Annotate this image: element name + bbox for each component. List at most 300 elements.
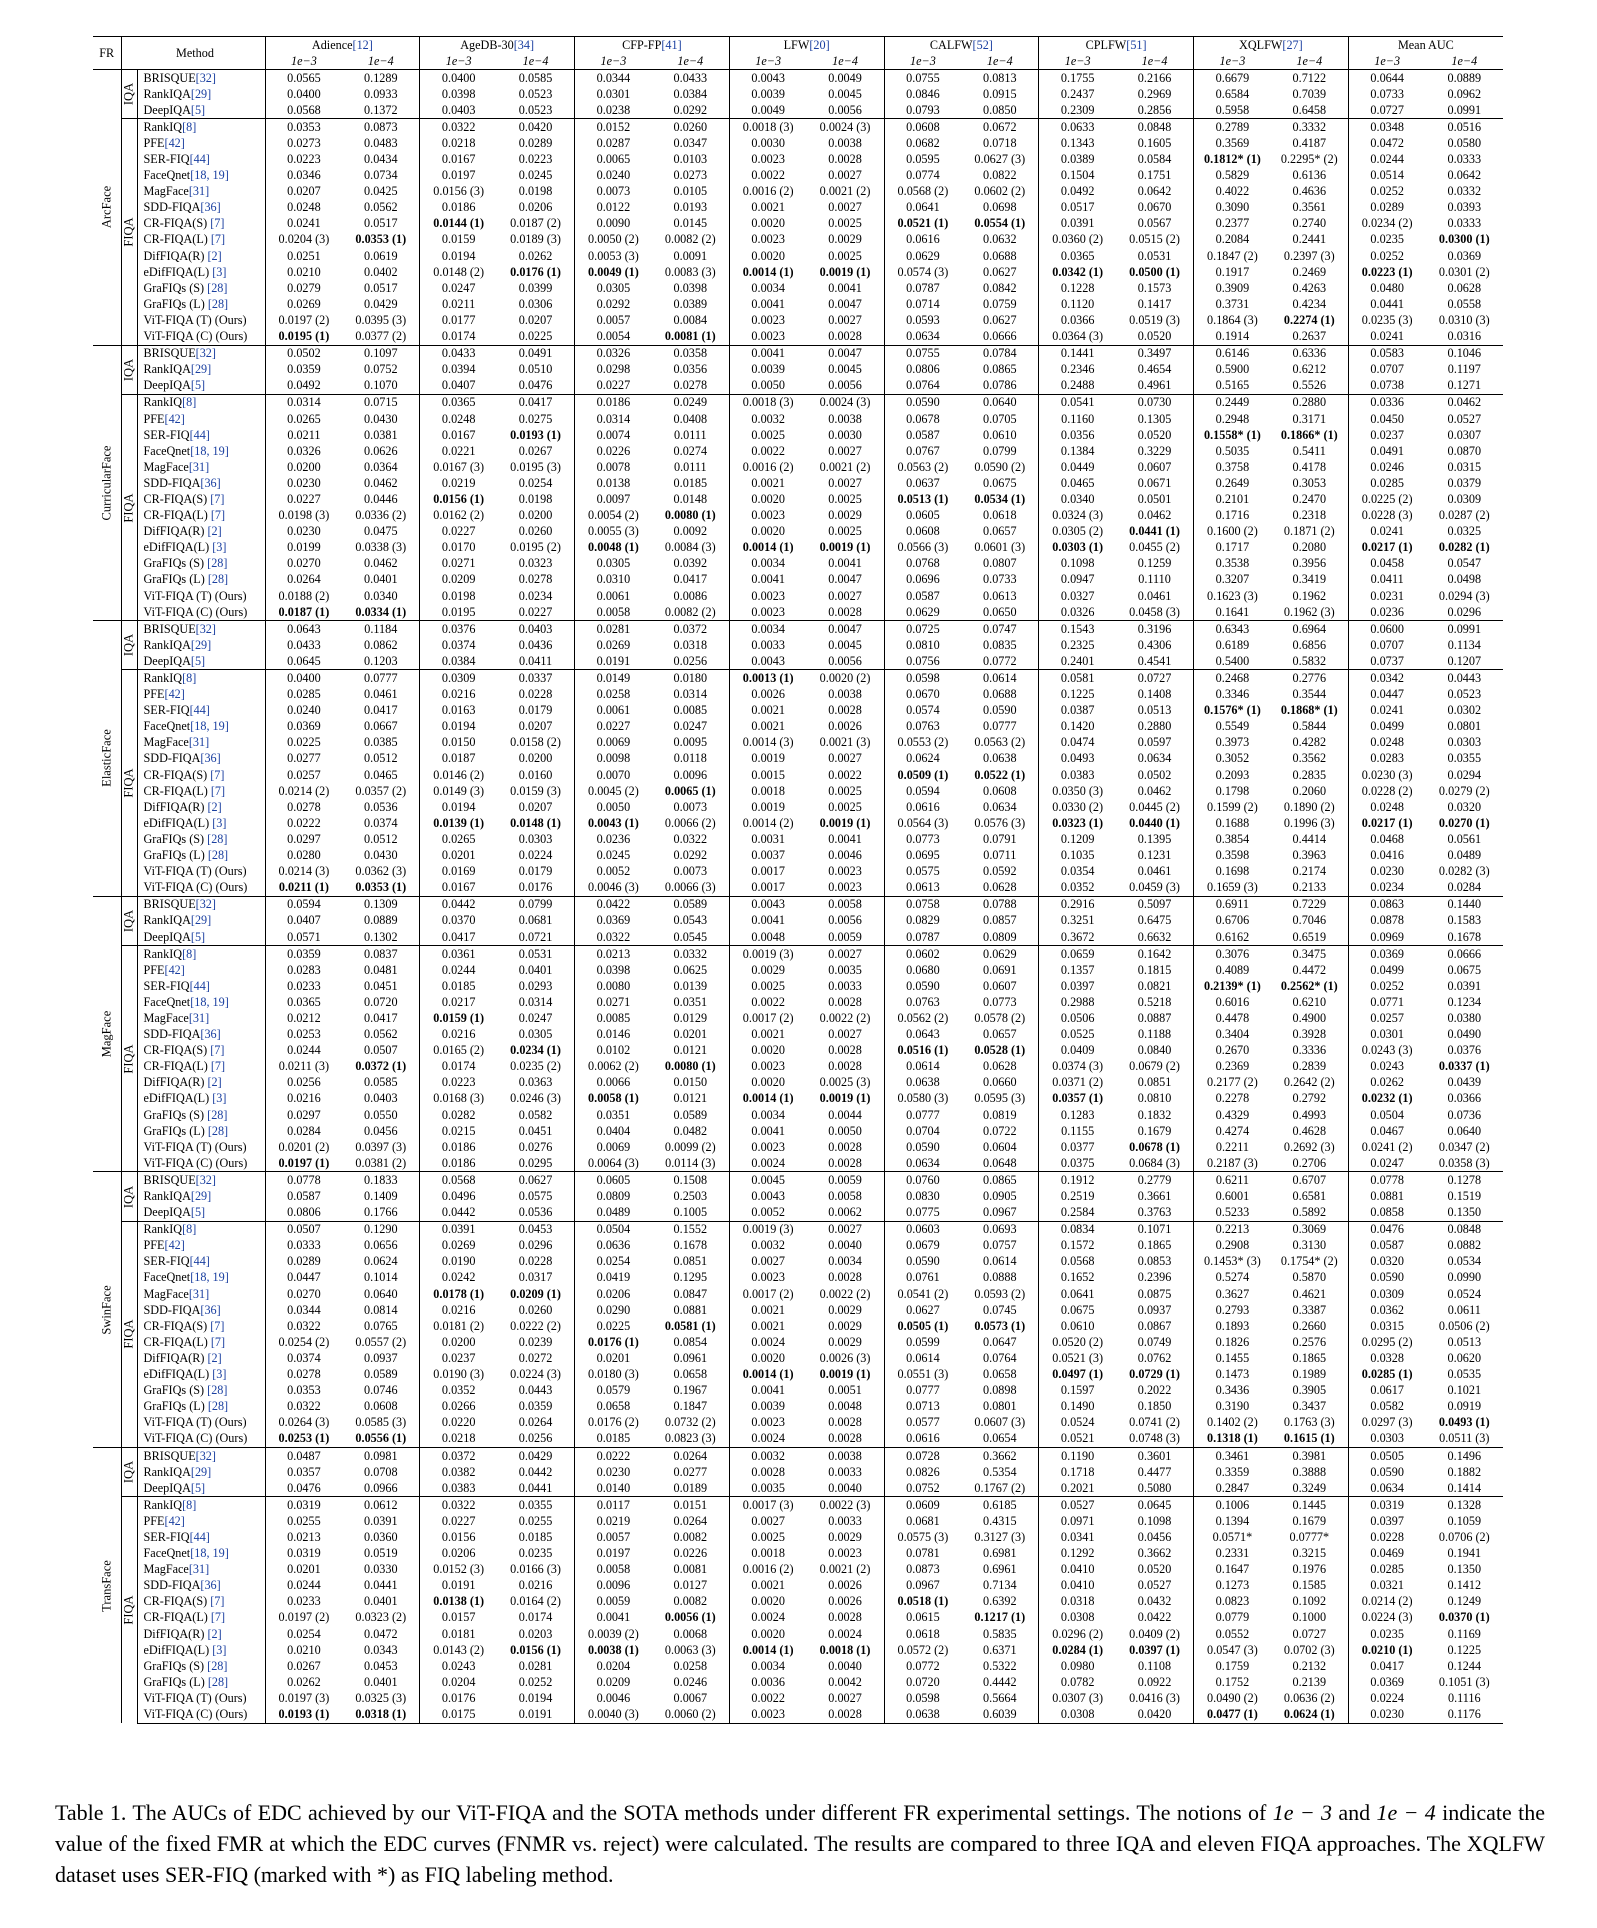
auc-value: 0.0489: [1447, 848, 1482, 863]
method-label: DifFIQA(R): [143, 799, 208, 814]
auc-value: 0.1440: [1426, 896, 1503, 913]
header-dataset: [1348, 37, 1503, 54]
auc-value: 0.0177: [441, 312, 476, 327]
method-label: BRISQUE: [143, 897, 196, 912]
auc-value: 0.1244: [1447, 1658, 1482, 1673]
auc-value: 0.0223: [441, 1075, 476, 1090]
auc-value: 0.0039 (2): [588, 1626, 639, 1641]
auc-value: 0.0046 (3): [575, 880, 652, 897]
auc-value: 0.0829: [906, 913, 940, 928]
table-row: [93, 1431, 1503, 1448]
auc-value: 0.0572 (2): [897, 1642, 949, 1657]
auc-value: 0.0027: [807, 1221, 884, 1238]
auc-value: 0.0041: [807, 280, 884, 296]
auc-value: 0.0151: [652, 1497, 729, 1514]
auc-value: 0.0498: [1447, 572, 1482, 587]
auc-value: 0.2988: [1060, 994, 1095, 1009]
auc-value: 0.0176 (2): [588, 1415, 639, 1430]
auc-value: 0.0260: [497, 1302, 574, 1318]
auc-value: 0.7134: [961, 1578, 1038, 1594]
method-ref: [31]: [188, 184, 210, 199]
auc-value: 0.0322: [652, 831, 729, 847]
auc-value: 0.4274: [1215, 1123, 1250, 1138]
auc-value: 0.0534 (1): [961, 491, 1038, 507]
table-row: [93, 1123, 1503, 1139]
auc-value: 0.0643: [906, 1027, 940, 1042]
auc-value: 0.0207: [497, 799, 574, 815]
auc-value: 0.0247: [441, 280, 476, 295]
auc-value: 0.0052: [751, 1205, 785, 1220]
auc-value: 0.0038: [807, 1447, 884, 1464]
auc-value: 0.3661: [1116, 1188, 1193, 1204]
auc-value: 0.0247: [652, 719, 729, 735]
table-row: [93, 1238, 1503, 1254]
auc-value: 0.0541: [1039, 394, 1116, 411]
table-row: [93, 1221, 1503, 1238]
method-label: MagFace: [143, 459, 189, 474]
method-name: [137, 1221, 265, 1238]
auc-value: 0.1176: [1426, 1706, 1503, 1723]
auc-value: 0.0442: [441, 1205, 476, 1220]
auc-value: 0.2948: [1215, 411, 1250, 426]
method-name: [137, 70, 265, 87]
auc-value: 0.0594: [265, 896, 342, 913]
table-row: [93, 1139, 1503, 1155]
auc-value: 0.0527: [1447, 411, 1482, 426]
method-label: DeepIQA: [143, 378, 191, 393]
auc-value: 0.0241: [1370, 703, 1404, 718]
auc-value: 0.0592: [961, 864, 1038, 880]
auc-value: 0.0640: [1447, 1123, 1482, 1138]
auc-value: 0.6964: [1271, 621, 1348, 638]
auc-value: 0.6706: [1215, 913, 1250, 928]
auc-value: 0.3190: [1215, 1399, 1250, 1414]
auc-value: 0.5835: [961, 1626, 1038, 1642]
auc-value: 0.0041: [751, 913, 785, 928]
auc-value: 0.0159: [441, 232, 476, 247]
auc-value: 0.0640: [342, 1286, 419, 1302]
auc-value: 0.0254: [497, 475, 574, 491]
auc-value: 0.0045: [807, 86, 884, 102]
auc-value: 0.0028: [807, 604, 884, 621]
table-row: [93, 200, 1503, 216]
table-row: [93, 1480, 1503, 1497]
table-row: [93, 799, 1503, 815]
auc-value: 0.2637: [1271, 329, 1348, 346]
table-row: [93, 411, 1503, 427]
auc-value: 0.2139: [1271, 1674, 1348, 1690]
table-row: [93, 1334, 1503, 1350]
auc-value: 0.0322: [420, 119, 497, 136]
auc-value: 0.2642 (2): [1271, 1075, 1348, 1091]
auc-value: 0.1868* (1): [1271, 703, 1348, 719]
group-label: [121, 119, 137, 345]
auc-value: 0.0252: [1370, 978, 1404, 993]
auc-value: 0.0447: [287, 1270, 321, 1285]
auc-value: 0.0045 (2): [588, 783, 639, 798]
method-label: ViT-FIQA (T) (Ours): [143, 1415, 247, 1430]
auc-value: 0.0799: [497, 896, 574, 913]
auc-value: 0.0026: [807, 719, 884, 735]
auc-value: 0.0082: [652, 1594, 729, 1610]
auc-value: 0.2793: [1215, 1302, 1250, 1317]
auc-value: 0.0611: [1447, 1302, 1481, 1317]
auc-value: 0.0755: [884, 70, 961, 87]
group-label: [121, 1221, 137, 1447]
auc-value: 0.0200: [497, 508, 574, 524]
auc-value: 0.0732 (2): [652, 1415, 729, 1431]
auc-value: 0.3196: [1116, 621, 1193, 638]
auc-value: 0.0553 (2): [897, 735, 949, 750]
auc-value: 0.0436: [497, 637, 574, 653]
auc-value: 0.0020: [751, 1075, 785, 1090]
auc-value: 0.0355: [1447, 751, 1482, 766]
auc-value: 0.1508: [652, 1172, 729, 1189]
auc-value: 0.5844: [1271, 719, 1348, 735]
auc-value: 0.0777: [961, 719, 1038, 735]
auc-value: 0.0400: [420, 70, 497, 87]
auc-value: 0.0458: [1370, 556, 1404, 571]
auc-value: 0.0618: [961, 508, 1038, 524]
auc-value: 0.0022: [751, 1690, 785, 1705]
auc-value: 0.2847: [1215, 1480, 1250, 1495]
auc-value: 0.0043: [729, 70, 806, 87]
auc-value: 0.0254 (2): [278, 1334, 330, 1349]
auc-value: 0.0657: [961, 1027, 1038, 1043]
auc-value: 0.4329: [1215, 1107, 1250, 1122]
auc-value: 0.0966: [342, 1480, 419, 1497]
auc-value: 0.2174: [1271, 864, 1348, 880]
auc-value: 0.0881: [652, 1302, 729, 1318]
auc-value: 0.0778: [265, 1172, 342, 1189]
table-row: [93, 1658, 1503, 1674]
auc-value: 0.0237: [441, 1350, 476, 1365]
auc-value: 0.0243 (3): [1361, 1043, 1413, 1058]
method-ref: [44]: [189, 1529, 210, 1544]
auc-value: 0.0160: [497, 767, 574, 783]
method-label: SDD-FIQA: [143, 1578, 201, 1593]
auc-value: 0.0022: [751, 443, 785, 458]
method-ref: [7]: [210, 508, 226, 523]
method-name: [137, 443, 265, 459]
auc-value: 0.0640: [961, 394, 1038, 411]
auc-value: 0.1160: [1061, 411, 1095, 426]
auc-value: 0.0905: [961, 1188, 1038, 1204]
auc-value: 0.0847: [652, 1286, 729, 1302]
auc-value: 0.0020 (2): [807, 670, 884, 687]
auc-value: 0.0681: [497, 913, 574, 929]
auc-value: 0.0387: [1060, 703, 1095, 718]
method-ref: [28]: [207, 1399, 229, 1414]
auc-value: 0.0025: [807, 524, 884, 540]
auc-value: 0.0240: [596, 168, 631, 183]
auc-value: 0.0028: [807, 1431, 884, 1448]
group-name: IQA: [121, 909, 136, 933]
method-ref: [36]: [200, 751, 221, 766]
method-name: [137, 1529, 265, 1545]
table-row: [93, 1091, 1503, 1107]
auc-value: 0.0772: [961, 653, 1038, 670]
auc-value: 0.0041: [807, 556, 884, 572]
auc-value: 0.0564 (3): [897, 815, 949, 830]
auc-value: 0.0357 (2): [342, 783, 419, 799]
auc-value: 0.0552: [1215, 1626, 1250, 1641]
auc-value: 0.2060: [1271, 783, 1348, 799]
auc-value: 0.0057: [596, 1529, 631, 1544]
auc-value: 0.0145: [652, 216, 729, 232]
auc-value: 0.0206: [497, 200, 574, 216]
auc-value: 0.0799: [961, 443, 1038, 459]
auc-value: 0.0757: [961, 1238, 1038, 1254]
auc-value: 0.0626: [342, 443, 419, 459]
auc-value: 0.0091: [652, 248, 729, 264]
auc-value: 0.0228 (3): [1361, 508, 1413, 523]
auc-value: 0.1688: [1215, 815, 1250, 830]
auc-value: 0.0360: [342, 1529, 419, 1545]
auc-value: 0.1350: [1447, 1562, 1482, 1577]
method-name: [137, 264, 265, 280]
table-row: [93, 1318, 1503, 1334]
auc-value: 0.0020: [751, 491, 785, 506]
method-label: GraFIQs (S): [143, 556, 208, 571]
method-label: CR-FIQA(S): [143, 1043, 211, 1058]
auc-value: 0.0819: [961, 1107, 1038, 1123]
auc-value: 0.0253 (1): [265, 1431, 342, 1448]
header-fmr: 1e−4: [807, 53, 884, 70]
auc-value: 0.6211: [1194, 1172, 1271, 1189]
auc-value: 0.0624 (1): [1271, 1706, 1348, 1723]
auc-value: 0.0458 (3): [1116, 604, 1193, 621]
auc-value: 0.1394: [1215, 1513, 1250, 1528]
auc-value: 0.1190: [1039, 1447, 1116, 1464]
auc-value: 0.0039: [751, 362, 785, 377]
auc-value: 0.0148 (2): [433, 264, 485, 279]
auc-value: 0.1197: [1447, 362, 1481, 377]
auc-value: 0.0764: [961, 1350, 1038, 1366]
auc-value: 0.0323 (1): [1052, 815, 1104, 830]
auc-value: 0.0614: [961, 670, 1038, 687]
auc-value: 0.0019 (3): [729, 1221, 806, 1238]
table-row: [93, 572, 1503, 588]
auc-value: 0.0227: [596, 378, 631, 393]
auc-value: 0.0059: [807, 1172, 884, 1189]
auc-value: 0.0374: [441, 637, 476, 652]
auc-value: 0.0991: [1426, 621, 1503, 638]
auc-value: 0.0297 (3): [1361, 1415, 1413, 1430]
auc-value: 0.0691: [961, 962, 1038, 978]
auc-value: 0.0422: [1116, 1610, 1193, 1626]
auc-value: 0.0023: [751, 588, 785, 603]
auc-value: 0.1871 (2): [1271, 524, 1348, 540]
auc-value: 0.0278: [652, 378, 729, 395]
table-row: [93, 1075, 1503, 1091]
auc-value: 0.0850: [961, 102, 1038, 119]
auc-value: 0.0187 (1): [265, 604, 342, 621]
auc-value: 0.0613: [884, 880, 961, 897]
method-name: [137, 184, 265, 200]
auc-value: 0.0581: [1039, 670, 1116, 687]
auc-value: 0.0764: [906, 378, 940, 393]
auc-value: 0.0048 (1): [588, 540, 639, 555]
auc-value: 0.0207: [497, 312, 574, 328]
auc-value: 0.0111: [652, 459, 729, 475]
auc-value: 0.1328: [1426, 1497, 1503, 1514]
auc-value: 0.0919: [1447, 1399, 1482, 1414]
auc-value: 0.3981: [1271, 1447, 1348, 1464]
auc-value: 0.0159 (3): [497, 783, 574, 799]
auc-value: 0.0377: [1060, 1139, 1095, 1154]
auc-value: 0.0251: [287, 248, 321, 263]
auc-value: 0.0022 (2): [807, 1286, 884, 1302]
auc-value: 0.0047: [807, 572, 884, 588]
auc-value: 0.0305: [596, 556, 631, 571]
table-row: [93, 264, 1503, 280]
auc-value: 0.0056: [807, 653, 884, 670]
auc-value: 0.2880: [1116, 719, 1193, 735]
auc-value: 0.2660: [1271, 1318, 1348, 1334]
auc-value: 0.0206: [596, 1286, 631, 1301]
table-body: [93, 70, 1503, 1724]
auc-value: 0.0017: [751, 864, 785, 879]
method-name: [137, 962, 265, 978]
auc-value: 0.0535: [1447, 1367, 1482, 1382]
table-row: [93, 102, 1503, 119]
auc-value: 0.1812* (1): [1204, 152, 1261, 167]
auc-value: 0.0158 (2): [497, 735, 574, 751]
auc-value: 0.0292: [596, 296, 631, 311]
auc-value: 0.0152: [575, 119, 652, 136]
auc-value: 0.0029: [751, 962, 785, 977]
auc-value: 0.3251: [1060, 913, 1095, 928]
method-name: [137, 1010, 265, 1026]
auc-value: 0.0590: [1370, 1270, 1404, 1285]
method-name: [137, 1690, 265, 1706]
method-name: [137, 280, 265, 296]
auc-value: 0.0019 (1): [807, 264, 884, 280]
table-row: [93, 1415, 1503, 1431]
auc-value: 0.0272: [497, 1350, 574, 1366]
auc-value: 0.0228: [497, 1254, 574, 1270]
method-label: PFE: [143, 687, 165, 702]
auc-value: 0.0777*: [1271, 1529, 1348, 1545]
auc-value: 0.0185: [575, 1431, 652, 1448]
method-name: [137, 1480, 265, 1497]
group-name: IQA: [121, 83, 136, 106]
auc-value: 0.0727: [1116, 670, 1193, 687]
method-ref: [18, 19]: [190, 1270, 229, 1285]
auc-value: 0.0612: [342, 1497, 419, 1514]
header-fmr: 1e−4: [1271, 53, 1348, 70]
method-label: FaceQnet: [143, 1546, 191, 1561]
auc-value: 0.0278: [287, 799, 321, 814]
auc-value: 0.0416 (3): [1116, 1690, 1193, 1706]
auc-value: 0.0095: [652, 735, 729, 751]
auc-value: 0.0197 (2): [278, 1610, 330, 1625]
auc-value: 0.0117: [575, 1497, 652, 1514]
auc-value: 0.0462: [342, 556, 419, 572]
method-ref: [8]: [182, 671, 197, 686]
auc-value: 0.0442: [497, 1464, 574, 1480]
method-ref: [8]: [182, 1497, 197, 1512]
auc-value: 0.0241: [1348, 329, 1425, 346]
header-fmr: 1e−4: [961, 53, 1038, 70]
auc-value: 0.0023: [751, 1270, 785, 1285]
method-label: SER-FIQ: [143, 1254, 190, 1269]
auc-value: 0.0625: [652, 962, 729, 978]
auc-value: 0.0590: [906, 1254, 940, 1269]
auc-value: 0.1473: [1215, 1367, 1250, 1382]
auc-value: 0.0362 (3): [342, 864, 419, 880]
auc-value: 0.0248: [441, 411, 476, 426]
auc-value: 0.0525: [1060, 1027, 1095, 1042]
dataset-ref: [12]: [352, 37, 373, 52]
auc-value: 0.0648: [961, 1155, 1038, 1172]
auc-value: 0.0025 (3): [807, 1075, 884, 1091]
auc-value: 0.0441: [342, 1578, 419, 1594]
auc-value: 0.1717: [1215, 540, 1250, 555]
auc-value: 0.1890 (2): [1271, 799, 1348, 815]
auc-value: 0.0813: [961, 70, 1038, 87]
auc-value: 0.3963: [1271, 848, 1348, 864]
method-name: [137, 588, 265, 604]
table-row: [93, 1464, 1503, 1480]
auc-value: 0.0025: [807, 799, 884, 815]
auc-value: 0.0186: [575, 394, 652, 411]
auc-value: 0.3544: [1271, 687, 1348, 703]
auc-value: 0.1716: [1215, 508, 1250, 523]
auc-value: 0.0167 (3): [433, 459, 485, 474]
auc-value: 0.0032: [751, 411, 785, 426]
auc-value: 0.0080 (1): [652, 1059, 729, 1075]
auc-value: 0.0613: [961, 588, 1038, 604]
auc-value: 0.0254: [596, 1254, 631, 1269]
auc-value: 0.0150: [441, 735, 476, 750]
auc-value: 0.0073: [652, 799, 729, 815]
method-label: GraFIQs (L): [143, 1674, 208, 1689]
auc-value: 0.0300 (1): [1438, 232, 1490, 247]
auc-value: 0.0028: [807, 329, 884, 346]
auc-value: 0.0372: [420, 1447, 497, 1464]
auc-value: 0.0179: [497, 703, 574, 719]
auc-value: 0.0462: [1426, 394, 1503, 411]
method-label: PFE: [143, 411, 165, 426]
auc-value: 0.0402: [342, 264, 419, 280]
auc-value: 0.2880: [1271, 394, 1348, 411]
method-label: GraFIQs (L): [143, 296, 208, 311]
auc-value: 0.0672: [961, 119, 1038, 136]
table-row: [93, 621, 1503, 638]
method-label: RankIQA: [143, 1464, 191, 1479]
dataset-ref: [52]: [972, 37, 993, 52]
auc-value: 0.0283: [287, 962, 321, 977]
auc-value: 0.0305: [596, 280, 631, 295]
auc-value: 0.0176 (1): [497, 264, 574, 280]
auc-value: 0.2503: [652, 1188, 729, 1204]
auc-value: 0.0467: [1370, 1123, 1404, 1138]
method-label: SDD-FIQA: [143, 1027, 201, 1042]
auc-value: 0.0306: [497, 296, 574, 312]
auc-value: 0.0374 (3): [1052, 1059, 1104, 1074]
auc-value: 0.0189 (3): [497, 232, 574, 248]
auc-value: 0.0028: [807, 1059, 884, 1075]
auc-value: 0.0806: [287, 1205, 321, 1220]
auc-value: 0.0221: [441, 443, 476, 458]
auc-value: 0.0252: [497, 1674, 574, 1690]
auc-value: 0.0018: [751, 1546, 785, 1561]
auc-value: 0.0602 (2): [961, 184, 1038, 200]
auc-value: 0.0453: [497, 1221, 574, 1238]
auc-value: 0.0041: [729, 345, 806, 362]
